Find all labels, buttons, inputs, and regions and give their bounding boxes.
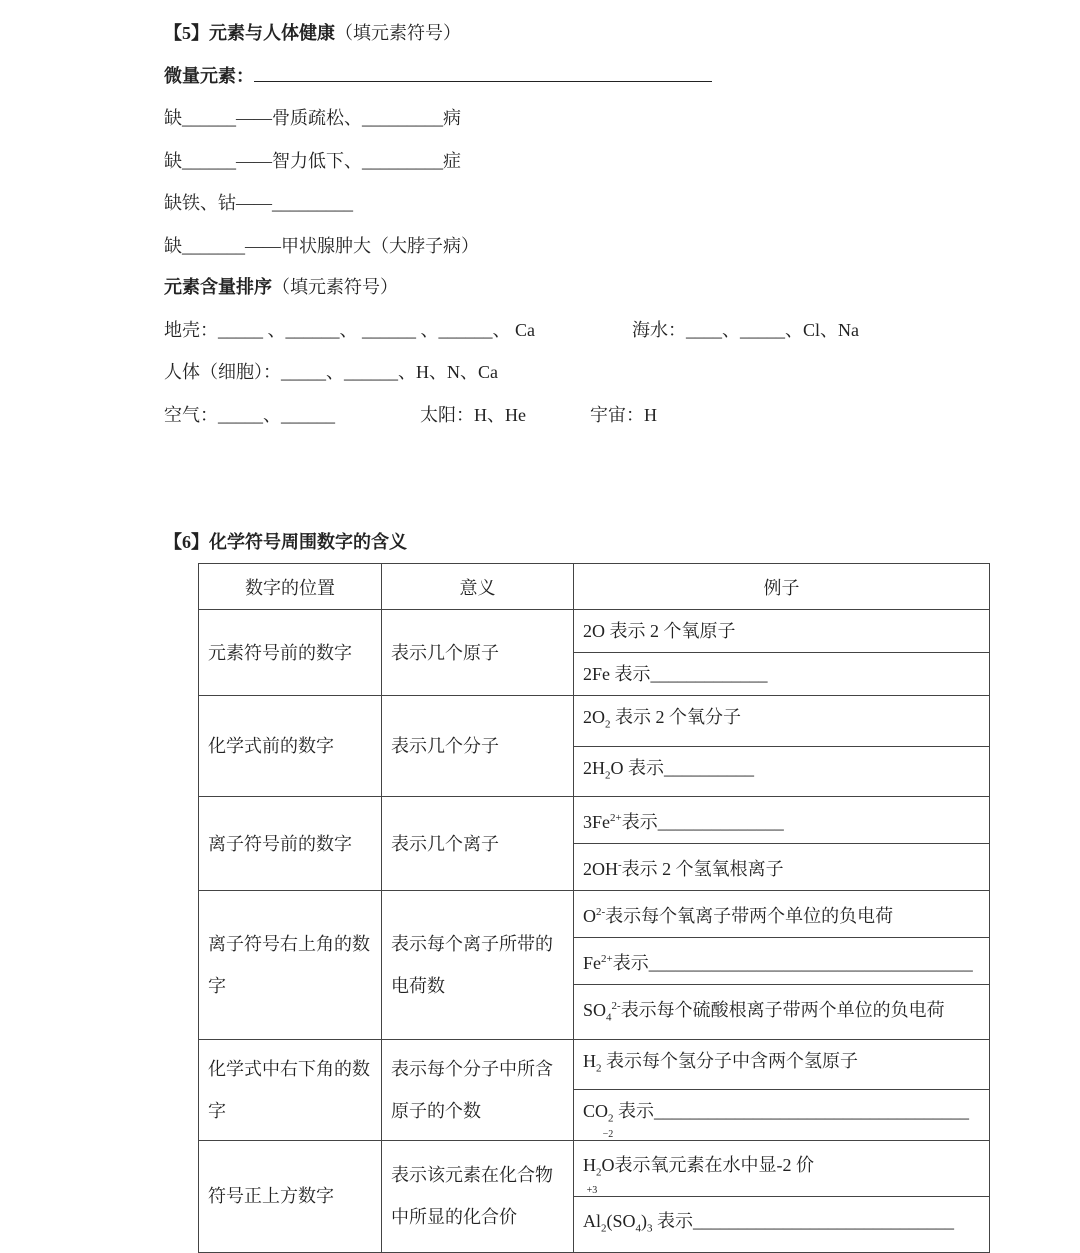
order-title-note: （填元素符号） [272, 277, 398, 297]
line-text: 症 [443, 150, 461, 171]
position-cell: 化学式中右下角的数字 [199, 1039, 382, 1140]
position-cell: 化学式前的数字 [199, 696, 382, 797]
header-meaning: 意义 [382, 564, 574, 610]
answer-blank[interactable]: ______ [182, 150, 236, 171]
subscript: 4 [635, 1222, 642, 1235]
line-text: 缺铁、钴—— [164, 193, 272, 213]
example-text: ) [641, 1210, 648, 1231]
example-text: 表示 [652, 1210, 694, 1231]
subscript: 2 [596, 1166, 602, 1179]
universe-line: 宇宙：H [590, 405, 657, 425]
answer-blank[interactable]: _________ [362, 108, 443, 128]
example-text: 2O 表示 2 个氧原子 [583, 621, 736, 641]
subscript: 2 [596, 1062, 602, 1075]
section5-title [164, 21, 461, 45]
example-cell [574, 653, 990, 696]
answer-blank[interactable]: _________ [272, 193, 353, 213]
subscript: 2 [605, 718, 611, 731]
crust-line: 地壳：_____ 、______、 ______ 、______、 Ca [164, 320, 535, 340]
example-text: 2O [583, 707, 605, 727]
example-cell [574, 844, 990, 891]
example-cell [574, 1039, 990, 1090]
trace-elements-blank[interactable] [254, 63, 712, 82]
example-cell [574, 610, 990, 653]
example-text: 表示每个硫酸根离子带两个单位的负电荷 [620, 1000, 945, 1021]
section5-title-text: 【5】元素与人体健康 [164, 23, 335, 43]
header-example: 例子 [574, 564, 990, 610]
sea-line: 海水：____、_____、Cl、Na [632, 320, 859, 340]
supscript: - [618, 859, 622, 872]
table-row [199, 696, 990, 747]
answer-blank[interactable]: ____________________________________ [648, 953, 973, 974]
valence-mark: +3 [586, 1184, 598, 1196]
trace-elements-label: 微量元素： [164, 66, 254, 86]
subscript: 2 [605, 769, 611, 782]
air-line: 空气：_____、______ [164, 405, 335, 425]
table-row [199, 797, 990, 844]
position-cell: 离子符号前的数字 [199, 797, 382, 891]
supscript: 2+ [610, 812, 622, 825]
table-row [199, 610, 990, 653]
meaning-cell: 表示几个离子 [382, 797, 574, 891]
trace-elements-line [164, 63, 712, 88]
example-cell [574, 1128, 990, 1196]
element-symbol: Al [583, 1210, 601, 1231]
example-text: 表示 2 个氧分子 [610, 707, 741, 727]
order-title [164, 275, 398, 299]
element-symbol: O [601, 1154, 615, 1175]
example-text: 表示 [613, 1101, 655, 1122]
answer-blank[interactable]: _________ [362, 150, 443, 171]
supscript: 2- [611, 1000, 621, 1013]
line-text: 病 [443, 108, 461, 128]
example-cell [574, 1184, 990, 1252]
supscript: 2+ [601, 953, 613, 966]
valence-symbol [583, 1184, 601, 1242]
deficiency-line [164, 191, 353, 215]
line-text: ——骨质疏松、 [236, 108, 362, 128]
deficiency-line [164, 234, 479, 258]
example-text: 2Fe 表示 [583, 664, 651, 684]
example-cell [574, 696, 990, 747]
answer-blank[interactable]: ______ [182, 108, 236, 128]
body-line: 人体（细胞）：_____、______、H、N、Ca [164, 362, 498, 382]
meaning-cell: 表示每个离子所带的电荷数 [382, 891, 574, 1040]
subscript: 2 [601, 1222, 607, 1235]
example-cell [574, 891, 990, 938]
deficiency-line [164, 106, 461, 130]
line-text: ——甲状腺肿大（大脖子病） [245, 235, 479, 256]
subscript: 3 [647, 1222, 653, 1235]
example-text: 表示 2 个氢氧根离子 [621, 859, 784, 880]
valence-symbol [601, 1128, 615, 1186]
example-text: H [583, 1050, 596, 1071]
example-text: Fe [583, 953, 601, 974]
example-text: 2H [583, 757, 605, 778]
example-text: 表示 [621, 812, 658, 833]
section6-title: 【6】化学符号周围数字的含义 [164, 532, 407, 552]
table-row [199, 891, 990, 938]
example-text: H [583, 1154, 596, 1175]
example-text: O 表示 [610, 757, 664, 778]
subscript: 2 [608, 1112, 614, 1125]
example-text: SO [583, 1000, 607, 1021]
answer-blank[interactable]: _____________ [650, 664, 768, 684]
example-text: 表示 [612, 953, 649, 974]
example-cell [574, 938, 990, 985]
example-text: 2OH [583, 859, 618, 880]
example-cell [574, 985, 990, 1040]
header-position: 数字的位置 [199, 564, 382, 610]
line-text: 缺 [164, 150, 182, 171]
example-cell [574, 746, 990, 797]
example-text: 表示氧元素在水中显-2 价 [614, 1154, 814, 1175]
deficiency-line [164, 149, 461, 173]
order-title-text: 元素含量排序 [164, 277, 272, 297]
position-cell: 离子符号右上角的数字 [199, 891, 382, 1040]
answer-blank[interactable]: __________ [664, 757, 754, 778]
answer-blank[interactable]: _______ [182, 235, 245, 256]
section5-title-note: （填元素符号） [335, 23, 461, 43]
example-text: (SO [606, 1210, 636, 1231]
position-cell: 符号正上方数字 [199, 1140, 382, 1252]
example-cell [574, 797, 990, 844]
table-row [199, 1039, 990, 1090]
example-text: 表示每个氢分子中含两个氢原子 [601, 1050, 858, 1071]
answer-blank[interactable]: ______________ [657, 812, 784, 833]
answer-blank[interactable]: _____________________________ [693, 1210, 955, 1231]
line-text: ——智力低下、 [236, 150, 362, 171]
meaning-cell: 表示几个分子 [382, 696, 574, 797]
answer-blank[interactable]: ___________________________________ [654, 1101, 970, 1122]
example-text: 表示每个氧离子带两个单位的负电荷 [605, 906, 894, 927]
position-cell: 元素符号前的数字 [199, 610, 382, 696]
line-text: 缺 [164, 235, 182, 256]
meaning-cell: 表示每个分子中所含原子的个数 [382, 1039, 574, 1140]
line-text: 缺 [164, 108, 182, 128]
meaning-cell: 表示该元素在化合物中所显的化合价 [382, 1140, 574, 1252]
meaning-table [198, 563, 990, 1253]
supscript: 2- [596, 906, 606, 919]
sun-line: 太阳：H、He [420, 405, 526, 425]
subscript: 4 [606, 1011, 612, 1024]
example-text: 3Fe [583, 812, 610, 833]
example-text: O [583, 906, 596, 927]
valence-mark: −2 [602, 1128, 614, 1140]
meaning-cell: 表示几个原子 [382, 610, 574, 696]
example-cell [574, 1090, 990, 1141]
example-text: CO [583, 1101, 609, 1122]
